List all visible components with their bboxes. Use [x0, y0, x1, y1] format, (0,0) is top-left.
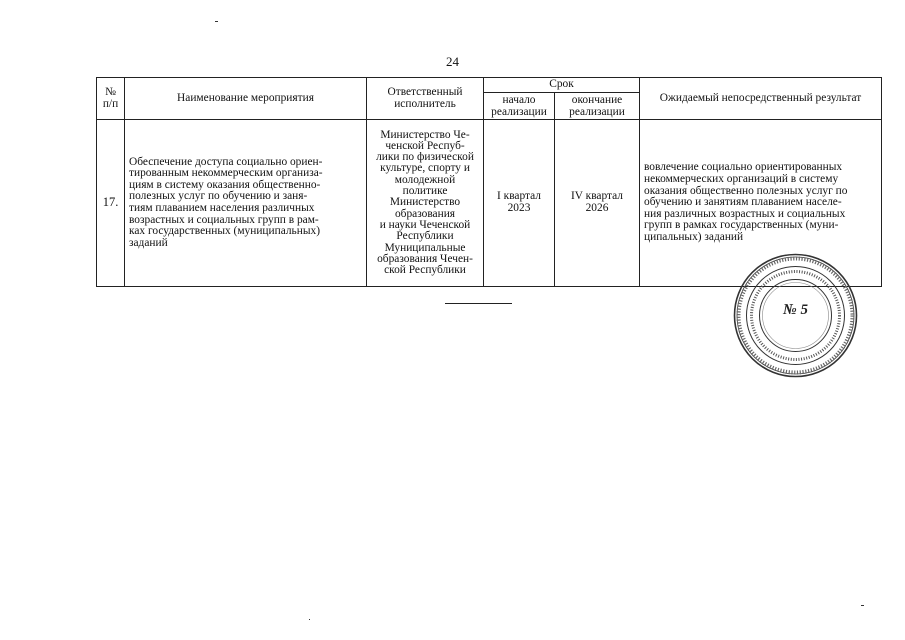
header-end-line: реализации	[569, 105, 625, 118]
scan-speck	[215, 21, 218, 22]
responsible-line: ченской Респуб-	[385, 139, 465, 152]
responsible-line: Муниципальные	[384, 241, 466, 254]
activity-name-line: Обеспечение доступа социально ориен-	[129, 155, 323, 168]
responsible-line: лики по физической	[376, 151, 474, 164]
end-date	[555, 120, 640, 287]
expected-result-line: ния различных возрастных и социальных	[644, 207, 846, 220]
responsible-line: молодежной	[394, 173, 456, 186]
responsible-line: Министерство Че-	[380, 128, 470, 141]
responsible-line: и науки Чеченской	[379, 218, 471, 231]
scan-speck	[861, 605, 864, 606]
header-end	[555, 93, 640, 120]
responsible-executor	[367, 120, 484, 287]
expected-result-line: групп в рамках государственных (муни-	[644, 219, 839, 232]
activity-name-line: заданий	[129, 236, 168, 249]
activity-name-line: тиям плаванием населения различных	[129, 202, 315, 214]
activity-name-line: возрастных и социальных групп в рам-	[129, 213, 319, 226]
expected-result-line: вовлечение социально ориентированных	[644, 161, 843, 174]
header-number	[97, 78, 125, 120]
scan-speck	[309, 619, 310, 620]
header-responsible-line: исполнитель	[394, 97, 456, 110]
header-start	[484, 93, 555, 120]
activity-name-line: тированным некоммерческим организа-	[129, 167, 323, 180]
header-activity-name: Наименование мероприятия	[125, 78, 367, 120]
start-date-line: 2023	[507, 202, 531, 214]
responsible-line: Министерство	[389, 196, 461, 209]
responsible-line: политике	[402, 185, 448, 198]
expected-result-line: некоммерческих организаций в систему	[644, 173, 839, 186]
page-number: 24	[446, 54, 459, 69]
end-divider	[445, 303, 512, 304]
header-start-line: начало	[502, 94, 536, 107]
responsible-line: образования	[394, 207, 456, 220]
activity-name	[125, 120, 367, 287]
header-number-line: п/п	[102, 97, 119, 110]
end-date-line: IV квартал	[571, 190, 623, 203]
start-date	[484, 120, 555, 287]
seal-number: № 5	[783, 302, 808, 318]
expected-result-line: ципальных) заданий	[644, 230, 744, 243]
activity-name-line: циям в систему оказания общественно-	[129, 178, 321, 191]
row-number: 17.	[97, 120, 125, 287]
responsible-line: Республики	[396, 230, 454, 243]
header-responsible-line: Ответственный	[387, 85, 463, 98]
end-date-line: 2026	[585, 202, 609, 214]
responsible-line: культуре, спорту и	[380, 162, 470, 175]
header-start-line: реализации	[491, 105, 547, 118]
header-expected-result: Ожидаемый непосредственный результат	[640, 78, 882, 120]
activity-name-line: полезных услуг по обучению и заня-	[129, 190, 308, 203]
official-seal	[733, 253, 858, 378]
start-date-line: I квартал	[497, 190, 541, 203]
responsible-line: ской Республики	[384, 264, 466, 277]
expected-result-line: оказания общественно полезных услуг по	[644, 184, 848, 197]
header-responsible	[367, 78, 484, 120]
expected-result-line: обучению и занятиям плаванием населе-	[644, 196, 842, 209]
responsible-line: образования Чечен-	[377, 252, 473, 265]
activity-name-line: ках государственных (муниципальных)	[129, 225, 320, 238]
header-number-line: №	[105, 85, 116, 98]
header-term: Срок	[484, 78, 640, 93]
header-end-line: окончание	[571, 94, 623, 107]
